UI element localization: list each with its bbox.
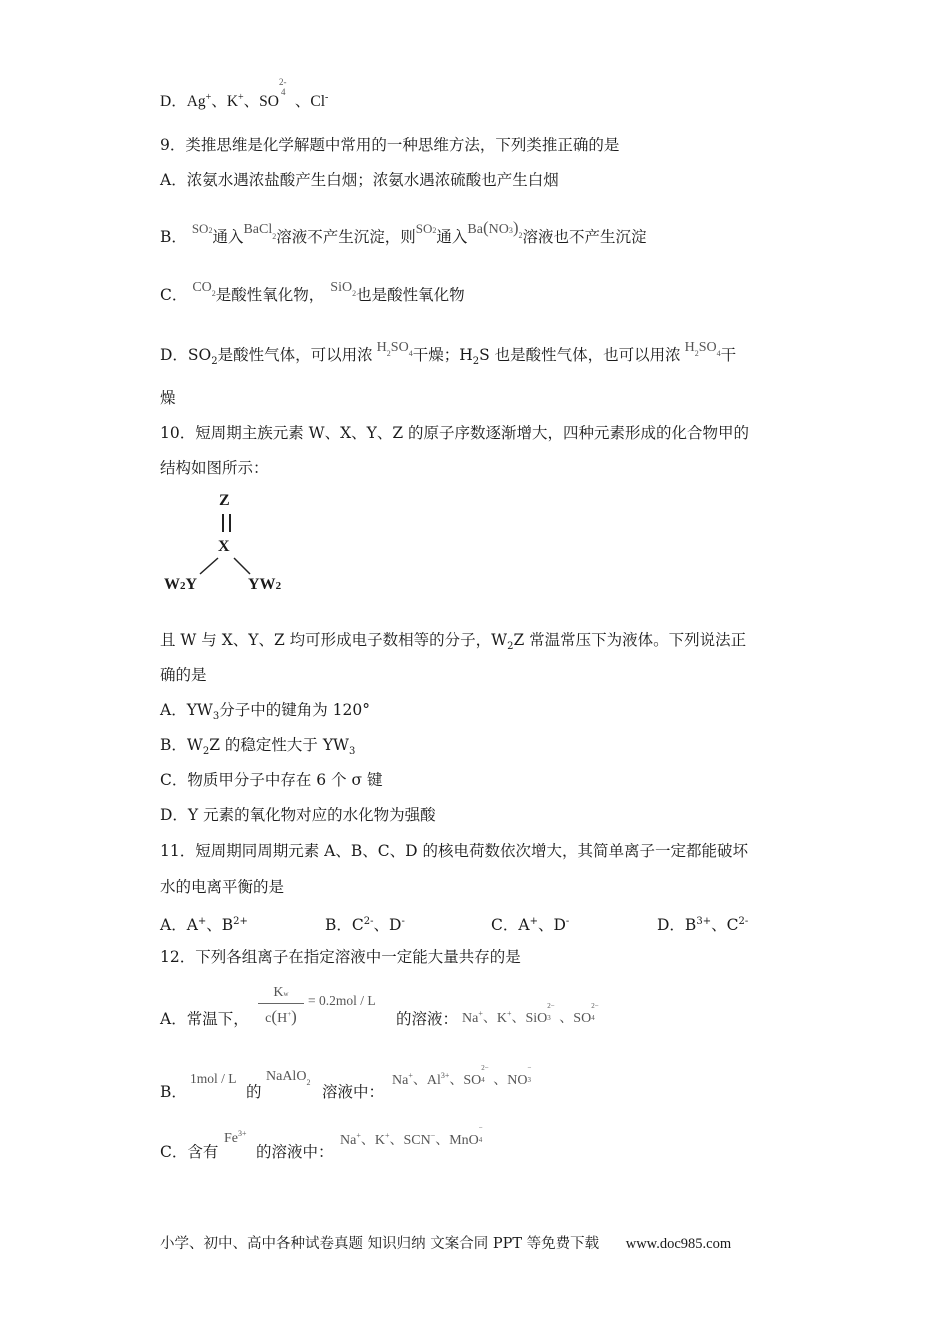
q10-option-b: B．$W_2Z$ 的稳定性大于 $YW_3$ [160, 736, 356, 757]
group-w2y: W2Y [164, 576, 198, 593]
q11-stem-line1: 11．短周期同周期元素 A、B、C、D 的核电荷数依次增大，其简单离子一定都能破坏 [160, 842, 748, 860]
group-yw2: YW2 [248, 576, 282, 593]
q9-option-d-wrap: 燥 [160, 389, 176, 407]
q9-option-b: B． $^{SO2}$通入BaCl$_2$溶液不产生沉淀，则$^{SO2}$通入$Ba(NO3)_2$溶液也不产生沉淀 [160, 218, 647, 246]
q10-stem-line1: 10．短周期主族元素 W、X、Y、Z 的原子序数逐渐增大，四种元素形成的化合物甲的 [160, 424, 750, 442]
atom-x: X [218, 538, 230, 555]
q10-stem-line2: 结构如图所示： [160, 459, 269, 477]
kw-fraction: Kw c(H+) [258, 985, 304, 1028]
q12-stem: 12．下列各组离子在指定溶液中一定能大量共存的是 [160, 948, 521, 966]
q10-option-c: C．物质甲分子中存在 6 个 σ 键 [160, 771, 383, 789]
q11-option-a: A．A+、$B^{2+}$ [160, 916, 248, 934]
atom-z: Z [219, 492, 230, 509]
q10-option-a: A．$YW_3$分子中的键角为 120° [160, 701, 370, 722]
footer-url[interactable]: www.doc985.com [625, 1236, 732, 1252]
q11-stem-line2: 水的电离平衡的是 [160, 878, 285, 896]
footer [160, 1232, 731, 1253]
q11-option-c: C．A+、D- [491, 916, 570, 934]
q12-option-c: C．含有 $Fe^{3+}$ 的溶液中： Na+、K+、SCN−、MnO − 4 [160, 1124, 483, 1161]
q9-stem: 9．类推思维是化学解题中常用的一种思维方法，下列类推正确的是 [160, 136, 620, 154]
q8-option-d: D．Ag+、K+、SO 2- 4 、Cl- [160, 77, 329, 110]
q11-option-b: B．$C^{2-}$、D- [325, 916, 405, 934]
q10-condition-line2: 确的是 [160, 666, 207, 684]
q9-option-c: C． $CO_2$是酸性氧化物， SiO$_2$也是酸性氧化物 [160, 280, 465, 304]
structure-diagram [160, 490, 300, 600]
q10-option-d: D．Y 元素的氧化物对应的水化物为强酸 [160, 806, 436, 824]
q12-option-b: B． 1mol / L 的 NaAlO$_2$ 溶液中： Na+、$Al^{3+}$、SO 2− 4 、NO − 3 [160, 1064, 532, 1101]
q11-option-d: D．$B^{3+}$、$C^{2-}$ [657, 916, 749, 934]
q9-option-a: A．浓氨水遇浓盐酸产生白烟；浓氨水遇浓硫酸也产生白烟 [160, 171, 559, 189]
q9-option-d: D．$SO_2$是酸性气体，可以用浓 $H_2SO_4$干燥；$H_2S$ 也是酸性气体，也可以用浓 $H_2SO_4$干 [160, 340, 737, 367]
footer-text: 小学、初中、高中各种试卷真题 知识归纳 文案合同 PPT 等免费下载 [160, 1236, 600, 1252]
bond-right [234, 558, 250, 574]
bond-left [200, 558, 218, 574]
q12-option-a: A．常温下， Kw c(H+) = 0.2mol / L 的溶液： Na+、K+、SiO 2− 3 、SO 2− 4 [160, 985, 599, 1028]
q10-condition-line1: 且 W 与 X、Y、Z 均可形成电子数相等的分子，$W_2Z$ 常温常压下为液体。下列说法正 [160, 631, 747, 652]
